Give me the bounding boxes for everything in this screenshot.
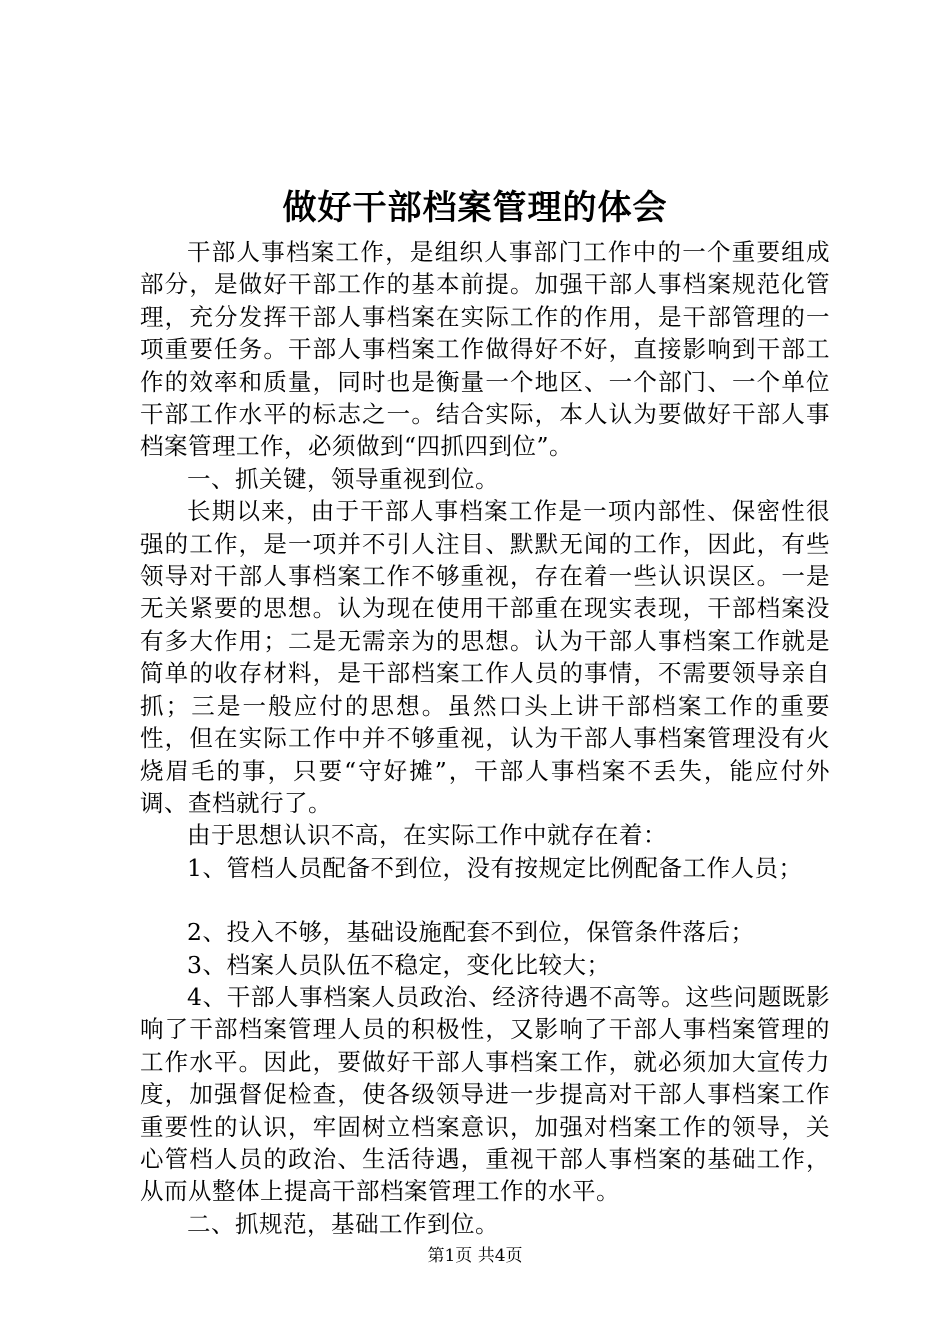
- document-title: 做好干部档案管理的体会: [282, 188, 668, 228]
- paragraph-heading-2: 二、抓规范，基础工作到位。: [187, 1209, 499, 1238]
- page-footer: 第1页 共4页: [427, 1246, 523, 1266]
- paragraph-problem-1: 1、管档人员配备不到位，没有按规定比例配备工作人员；: [187, 853, 803, 882]
- paragraph-problem-3: 3、档案人员队伍不稳定，变化比较大；: [187, 950, 611, 979]
- paragraph-problem-2: 2、投入不够，基础设施配套不到位，保管条件落后；: [187, 918, 755, 947]
- document-body: [140, 236, 830, 1240]
- paragraph-problems-lead: 由于思想认识不高，在实际工作中就存在着：: [187, 821, 667, 850]
- paragraph-intro: 干部人事档案工作，是组织人事部门工作中的一个重要组成部分，是做好干部工作的基本前提。加强干部人事档案规范化管理，充分发挥干部人事档案在实际工作的作用，是干部管理的一项重要任务。干部人事档案工作做得好不好，直接影响到干部工作的效率和质量，同时也是衡量一个地区、一个部门、一个单位干部工作水平的标志之一。结合实际，本人认为要做好干部人事档案管理工作，必须做到“四抓四到位”。: [140, 238, 830, 461]
- paragraph-heading-1: 一、抓关键，领导重视到位。: [187, 464, 499, 493]
- paragraph-problem-4: 4、干部人事档案人员政治、经济待遇不高等。这些问题既影响了干部档案管理人员的积极性，又影响了干部人事档案管理的工作水平。因此，要做好干部人事档案工作，就必须加大宣传力度，加强督促检查，使各级领导进一步提高对干部人事档案工作重要性的认识，牢固树立档案意识，加强对档案工作的领导，关心管档人员的政治、生活待遇，重视干部人事档案的基础工作，从而从整体上提高干部档案管理工作的水平。: [140, 982, 830, 1206]
- paragraph-background: 长期以来，由于干部人事档案工作是一项内部性、保密性很强的工作，是一项并不引人注目、默默无闻的工作，因此，有些领导对干部人事档案工作不够重视，存在着一些认识误区。一是无关紧要的思想。认为现在使用干部重在现实表现，干部档案没有多大作用；二是无需亲为的思想。认为干部人事档案工作就是简单的收存材料，是干部档案工作人员的事情，不需要领导亲自抓；三是一般应付的思想。虽然口头上讲干部档案工作的重要性，但在实际工作中并不够重视，认为干部人事档案管理没有火烧眉毛的事，只要“守好摊”，干部人事档案不丢失，能应付外调、查档就行了。: [140, 497, 830, 817]
